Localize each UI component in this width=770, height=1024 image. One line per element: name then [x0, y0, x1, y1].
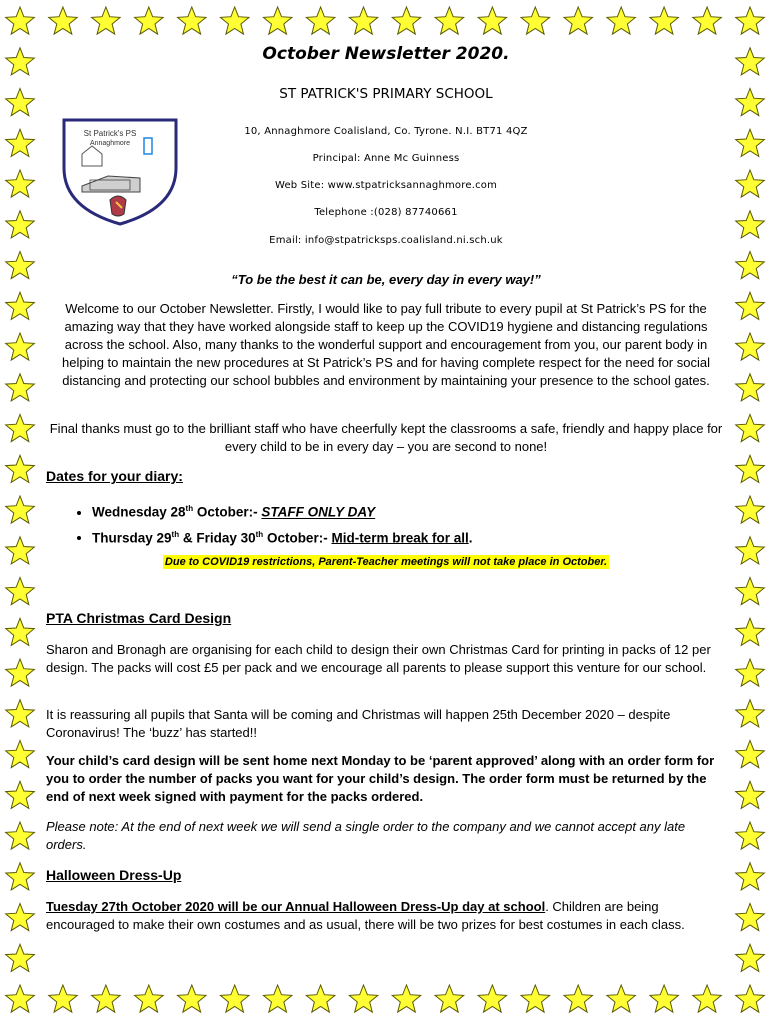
border-star-icon [6, 659, 35, 686]
thanks-paragraph: Final thanks must go to the brilliant staff who have cheerfully kept the classrooms a safe, friendly and happy place for every child to be in every day – you are second to none! [49, 421, 723, 454]
border-star-icon [6, 415, 35, 442]
border-star-icon [736, 904, 765, 931]
border-star-icon [6, 129, 35, 156]
border-star-icon [736, 618, 765, 645]
pta-paragraph-4: Please note: At the end of next week we will send a single order to the company and we cannot accept any late orders. [46, 819, 686, 852]
border-star-icon [220, 7, 249, 34]
halloween-heading: Halloween Dress-Up [46, 867, 182, 883]
border-star-icon [435, 985, 464, 1012]
border-star-icon [263, 985, 292, 1012]
border-star-icon [92, 7, 121, 34]
crest-text-line1: St Patrick's PS [83, 129, 137, 138]
school-address: 10, Annaghmore Coalisland, Co. Tyrone. N.I. BT71 4QZ [244, 126, 528, 137]
border-star-icon [521, 985, 550, 1012]
diary-item-mid-term: • Thursday 29th & Friday 30th October:- Mid-term break for all. [92, 524, 473, 550]
halloween-date-lead: Tuesday 27th October 2020 will be our Annual Halloween Dress-Up day at school [46, 899, 546, 914]
border-star-icon [6, 252, 35, 279]
border-star-icon [6, 48, 35, 75]
border-star-icon [6, 741, 35, 768]
border-star-icon [6, 496, 35, 523]
newsletter-body [46, 42, 726, 932]
diary-item-staff-day: • Wednesday 28th October:- STAFF ONLY DAY [92, 498, 473, 524]
school-name: ST PATRICK'S PRIMARY SCHOOL [279, 86, 493, 102]
border-star-icon [736, 211, 765, 238]
border-star-icon [693, 985, 722, 1012]
border-star-icon [178, 7, 207, 34]
border-star-icon [6, 985, 35, 1012]
pta-heading: PTA Christmas Card Design [46, 610, 232, 626]
pta-paragraph-1: Sharon and Bronagh are organising for each child to design their own Christmas Card for printing in packs of 12 per design. The packs will cost £5 per pack and we encourage all parents to please support this venture for our school. [46, 642, 711, 675]
border-star-icon [49, 7, 77, 34]
border-star-icon [6, 170, 35, 197]
border-star-icon [6, 7, 35, 34]
border-star-icon [693, 7, 722, 34]
border-star-icon [220, 985, 249, 1012]
website-line: Web Site: www.stpatricksannaghmore.com [274, 180, 498, 191]
border-star-icon [349, 985, 378, 1012]
border-star-icon [736, 374, 765, 401]
newsletter-title: October Newsletter 2020. [262, 44, 510, 64]
border-star-icon [650, 7, 679, 34]
pta-paragraph-2: It is reassuring all pupils that Santa will be coming and Christmas will happen 25th December 2020 – despite Coronavirus! The ‘buzz’ has started!! [46, 707, 671, 740]
border-star-icon [6, 89, 35, 116]
telephone-line: Telephone :(028) 87740661 [314, 207, 458, 218]
border-star-icon [6, 333, 35, 360]
border-star-icon [435, 7, 464, 34]
diary-heading: Dates for your diary: [46, 468, 183, 484]
covid-notice: Due to COVID19 restrictions, Parent-Teacher meetings will not take place in October. [164, 556, 608, 568]
border-star-icon [564, 985, 593, 1012]
border-star-icon [736, 7, 765, 34]
border-star-icon [736, 48, 765, 75]
border-star-icon [6, 211, 35, 238]
border-star-icon [736, 170, 765, 197]
border-star-icon [6, 904, 35, 931]
border-star-icon [392, 7, 421, 34]
border-star-icon [6, 374, 35, 401]
principal-line: Principal: Anne Mc Guinness [312, 153, 460, 164]
border-star-icon [736, 863, 765, 890]
border-star-icon [178, 985, 207, 1012]
staff-only-day-label: STAFF ONLY DAY [261, 504, 376, 520]
border-star-icon [736, 944, 765, 971]
border-star-icon [392, 985, 421, 1012]
border-star-icon [6, 944, 35, 971]
border-star-icon [736, 252, 765, 279]
border-star-icon [263, 7, 292, 34]
border-star-icon [349, 7, 378, 34]
halloween-paragraph: Tuesday 27th October 2020 will be our Annual Halloween Dress-Up day at school. Children are being encouraged to make their own costumes and as usual, there will be two prizes for best costumes in each class. [46, 899, 685, 932]
border-star-icon [736, 537, 765, 564]
border-star-icon [607, 7, 636, 34]
school-motto: “To be the best it can be, every day in every way!” [231, 272, 541, 287]
border-star-icon [564, 7, 593, 34]
border-star-icon [6, 822, 35, 849]
border-star-icon [736, 741, 765, 768]
border-star-icon [736, 578, 765, 605]
border-star-icon [736, 415, 765, 442]
border-star-icon [736, 89, 765, 116]
border-star-icon [736, 822, 765, 849]
border-star-icon [6, 700, 35, 727]
border-star-icon [736, 333, 765, 360]
crest-text-line2: Annaghmore [89, 140, 131, 147]
border-star-icon [6, 455, 35, 482]
mid-term-break-label: Mid-term break for all [331, 530, 469, 545]
border-star-icon [6, 537, 35, 564]
border-star-icon [306, 985, 335, 1012]
border-star-icon [6, 863, 35, 890]
border-star-icon [6, 578, 35, 605]
border-star-icon [478, 7, 507, 34]
border-star-icon [306, 7, 335, 34]
email-line: Email: info@stpatricksps.coalisland.ni.sch.uk [269, 235, 503, 246]
border-star-icon [6, 618, 35, 645]
border-star-icon [736, 985, 765, 1012]
border-star-icon [6, 781, 35, 808]
border-star-icon [135, 985, 164, 1012]
pta-paragraph-3: Your child’s card design will be sent home next Monday to be ‘parent approved’ along with an order form for you to order the number of packs you want for your child’s design. The order form must be returned by the end of next week signed with payment for the packs ordered. [46, 753, 715, 804]
border-star-icon [736, 455, 765, 482]
border-star-icon [736, 496, 765, 523]
border-star-icon [92, 985, 121, 1012]
welcome-paragraph: Welcome to our October Newsletter. Firstly, I would like to pay full tribute to every pupil at St Patrick’s PS for the amazing way that they have worked alongside staff to keep up the COVID19 hygiene and distancing regulations across the school. Also, many thanks to the wonderful support and encouragement from you, our parent body in helping to maintain the new procedures at St Patrick’s PS and for having complete respect for the need for social distancing and protecting our school bubbles and environment by maintaining your presence to the school gates. [62, 301, 710, 388]
border-star-icon [736, 292, 765, 319]
border-star-icon [49, 985, 77, 1012]
border-star-icon [650, 985, 679, 1012]
diary-list [46, 498, 473, 549]
border-star-icon [135, 7, 164, 34]
border-star-icon [736, 781, 765, 808]
border-star-icon [736, 129, 765, 156]
border-star-icon [736, 659, 765, 686]
border-star-icon [521, 7, 550, 34]
border-star-icon [478, 985, 507, 1012]
border-star-icon [736, 700, 765, 727]
border-star-icon [607, 985, 636, 1012]
border-star-icon [6, 292, 35, 319]
